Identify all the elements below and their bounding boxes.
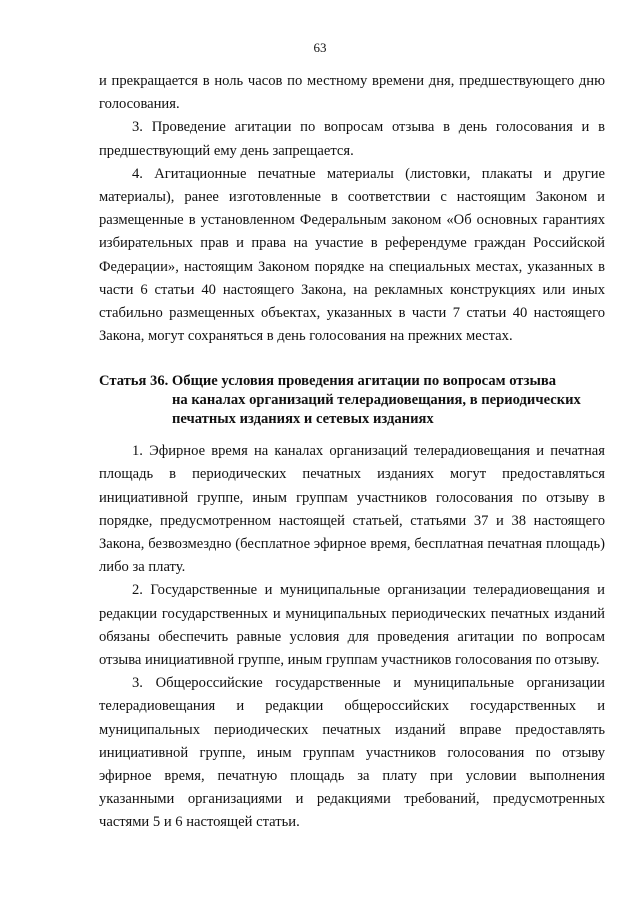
- page-number: 63: [313, 40, 327, 55]
- article-paragraph-2: 2. Государственные и муниципальные организации телерадиовещания и редакции государственных и муниципальных периодических печатных изданий обязаны обеспечить равные условия для проведения агитации по вопросам отзыва инициативной группе, иным группам участников голосования по отзыву.: [99, 582, 605, 669]
- paragraph-item-4: 4. Агитационные печатные материалы (листовки, плакаты и другие материалы), ранее изготовленные в соответствии с настоящим Законом и размещенные в установленном Федеральным законом «Об основных гарантиях избирательных прав и права на участие в референдуме граждан Российской Федерации», настоящим Законом порядке на специальных местах, указанных в части 6 статьи 40 настоящего Закона, на рекламных конструкциях или иных стабильно размещенных объектах, указанных в части 7 статьи 40 настоящего Закона, могут сохраняться в день голосования на прежних местах.: [99, 165, 605, 345]
- article-heading-first-line: Статья 36. Общие условия проведения агитации по вопросам отзыва: [99, 373, 557, 390]
- article-heading-continuation: на каналах организаций телерадиовещания, в периодических печатных изданиях и сетевых изданиях: [172, 392, 581, 427]
- article-paragraph-3: 3. Общероссийские государственные и муниципальные организации телерадиовещания и редакции общероссийских государственных и муниципальных периодических печатных изданий вправе предоставлять инициативной группе, иным группам участников голосования по отзыву эфирное время, печатную площадь за плату при условии выполнения указанными организациями и редакциями требований, предусмотренных частями 5 и 6 настоящей статьи.: [99, 675, 605, 831]
- paragraph-item-3: 3. Проведение агитации по вопросам отзыва в день голосования и в предшествующий ему день запрещается.: [99, 119, 605, 159]
- document-body: [99, 70, 605, 835]
- article-heading: [99, 372, 605, 428]
- article-paragraph-1: 1. Эфирное время на каналах организаций телерадиовещания и печатная площадь в периодических печатных изданиях могут предоставляться инициативной группе, иным группам участников голосования по отзыву в порядке, предусмотренном настоящей статьей, статьями 37 и 38 настоящего Закона, безвозмездно (бесплатное эфирное время, бесплатная печатная площадь) либо за плату.: [99, 443, 605, 576]
- paragraph-continuation: и прекращается в ноль часов по местному времени дня, предшествующего дню голосования.: [99, 73, 605, 113]
